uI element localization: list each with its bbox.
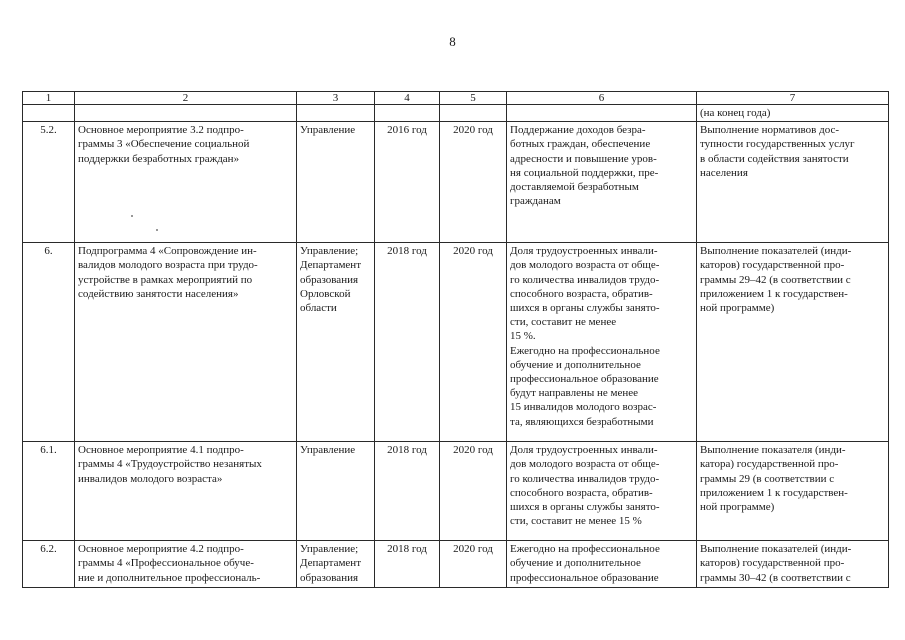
row-number: 5.2. <box>23 122 75 243</box>
executor: Управление; Департамент образования Орловской области <box>297 243 375 442</box>
column-header: 2 <box>75 92 297 105</box>
expected-result: Ежегодно на профессиональное обучение и дополнительное профессиональное образование <box>507 541 697 588</box>
table-cell <box>440 105 507 122</box>
indicator-link: Выполнение показателей (инди- каторов) государственной про- граммы 30–42 (в соответствии с <box>697 541 889 588</box>
table-cell <box>75 105 297 122</box>
column-header: 1 <box>23 92 75 105</box>
indicator-link: Выполнение нормативов дос- тупности государственных услуг в области содействия занятости населения <box>697 122 889 243</box>
column-header: 3 <box>297 92 375 105</box>
carryover-row <box>23 105 889 122</box>
executor: Управление <box>297 442 375 541</box>
start-year: 2016 год <box>375 122 440 243</box>
table-cell <box>297 105 375 122</box>
measures-table <box>22 91 889 588</box>
expected-result: Доля трудоустроенных инвали- дов молодого возраста от обще- го количества инвалидов трудо- способного возраста, обратив- шихся в органы службы занято- сти, составит не менее 15 %. Ежегодно на профессиональное обучение и дополнительное профессиональное образование будут направлены не менее 15 инвалидов молодого возрас- та, являющихся безработными <box>507 243 697 442</box>
measure-name: Основное мероприятие 4.1 подпро- граммы 4 «Трудоустройство незанятых инвалидов молодого возраста» <box>75 442 297 541</box>
end-year: 2020 год <box>440 442 507 541</box>
table-cell <box>507 105 697 122</box>
indicator-link: Выполнение показателя (инди- катора) государственной про- граммы 29 (в соответствии с приложением 1 к государствен- ной программе) <box>697 442 889 541</box>
executor: Управление <box>297 122 375 243</box>
page-number: 8 <box>449 34 456 49</box>
table-row <box>23 243 889 442</box>
end-year: 2020 год <box>440 243 507 442</box>
start-year: 2018 год <box>375 442 440 541</box>
expected-result: Поддержание доходов безра- ботных граждан, обеспечение адресности и повышение уров- ня социальной поддержки, пре- доставляемой безработным гражданам <box>507 122 697 243</box>
table-row <box>23 122 889 243</box>
column-header: 6 <box>507 92 697 105</box>
expected-result: Доля трудоустроенных инвали- дов молодого возраста от обще- го количества инвалидов трудо- способного возраста, обратив- шихся в органы службы занято- сти, составит не менее 15 % <box>507 442 697 541</box>
row-number: 6.2. <box>23 541 75 588</box>
start-year: 2018 год <box>375 243 440 442</box>
column-number-row <box>23 92 889 105</box>
executor: Управление; Департамент образования <box>297 541 375 588</box>
table-row <box>23 442 889 541</box>
column-header: 4 <box>375 92 440 105</box>
column-header: 7 <box>697 92 889 105</box>
table-cell <box>375 105 440 122</box>
measure-name: Основное мероприятие 3.2 подпро- граммы 3 «Обеспечение социальной поддержки безработных граждан» <box>75 122 297 243</box>
table-row <box>23 541 889 588</box>
end-year: 2020 год <box>440 122 507 243</box>
measure-name: Основное мероприятие 4.2 подпро- граммы 4 «Профессиональное обуче- ние и дополнительное профессиональ- <box>75 541 297 588</box>
column-header: 5 <box>440 92 507 105</box>
indicator-link: Выполнение показателей (инди- каторов) государственной про- граммы 29–42 (в соответствии с приложением 1 к государствен- ной программе) <box>697 243 889 442</box>
end-year: 2020 год <box>440 541 507 588</box>
table-cell <box>23 105 75 122</box>
row-number: 6.1. <box>23 442 75 541</box>
measure-name: Подпрограмма 4 «Сопровождение ин- валидов молодого возраста при трудо- устройстве в рамках мероприятий по содействию занятости населения» <box>75 243 297 442</box>
start-year: 2018 год <box>375 541 440 588</box>
row-number: 6. <box>23 243 75 442</box>
carryover-text: (на конец года) <box>697 105 889 122</box>
